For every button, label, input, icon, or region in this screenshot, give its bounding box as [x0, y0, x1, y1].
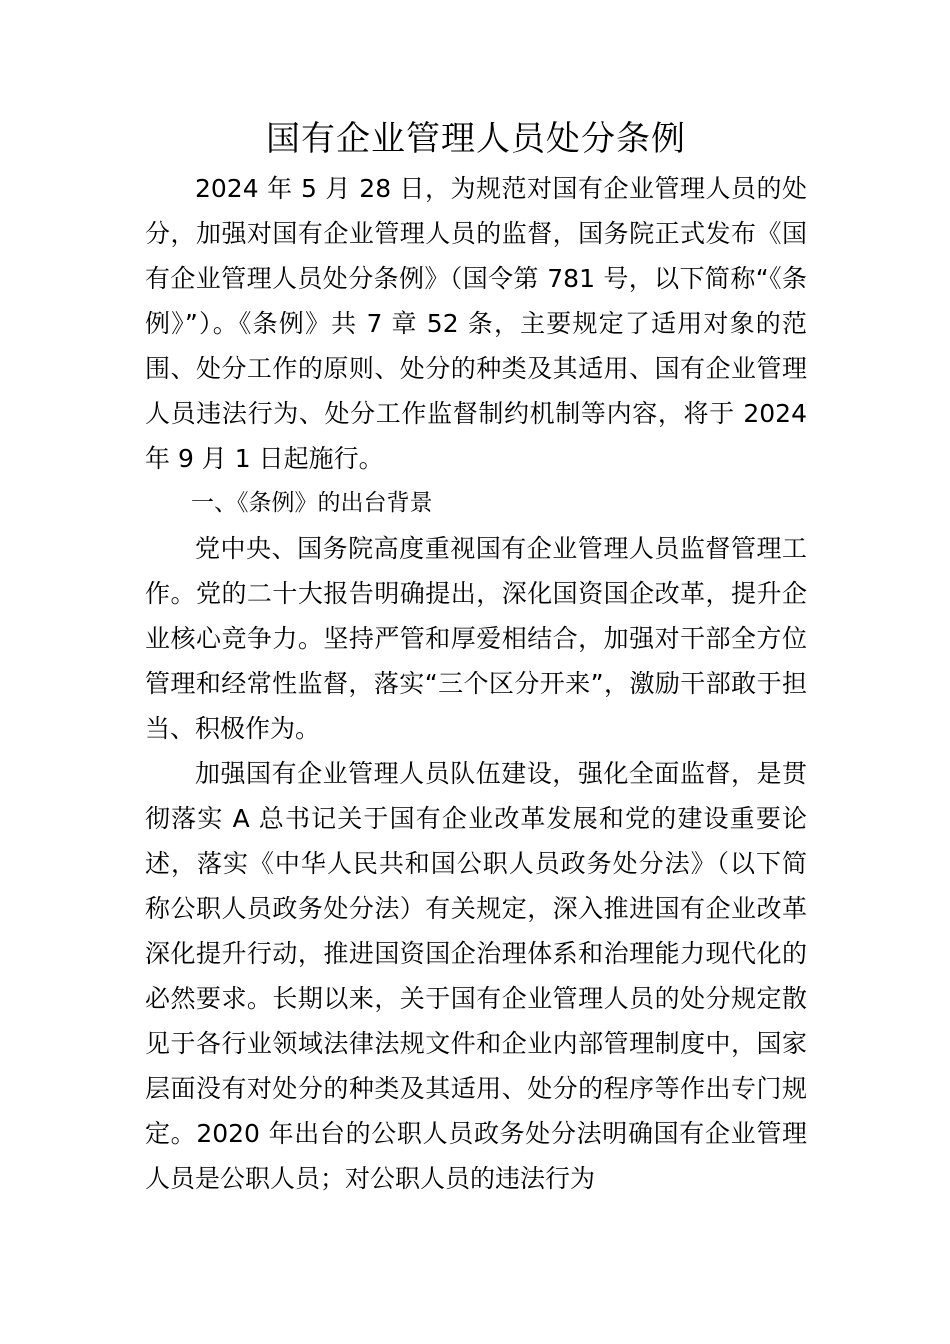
paragraph-intro: 2024 年 5 月 28 日，为规范对国有企业管理人员的处分，加强对国有企业管理人员的监督，国务院正式发布《国有企业管理人员处分条例》（国令第 781 号，以下简称“《条例》”）。《条例》共 7 章 52 条，主要规定了适用对象的范围、处分工作的原则、处分的种类及其适用、国有企业管理人员违法行为、处分工作监督制约机制等内容，将于 2024 年 9 月 1 日起施行。 [145, 174, 807, 473]
paragraph-background-1: 党中央、国务院高度重视国有企业管理人员监督管理工作。党的二十大报告明确提出，深化国资国企改革，提升企业核心竞争力。坚持严管和厚爱相结合，加强对干部全方位管理和经常性监督，落实“三个区分开来”，激励干部敢于担当、积极作为。 [145, 534, 807, 743]
section-heading-background: 一、《条例》的出台背景 [191, 490, 433, 516]
document-title: 国有企业管理人员处分条例 [266, 119, 686, 159]
paragraph-background-2: 加强国有企业管理人员队伍建设，强化全面监督，是贯彻落实 A 总书记关于国有企业改革发展和党的建设重要论述，落实《中华人民共和国公职人员政务处分法》（以下简称公职人员政务处分法）有关规定，深入推进国有企业改革深化提升行动，推进国资国企治理体系和治理能力现代化的必然要求。长期以来，关于国有企业管理人员的处分规定散见于各行业领域法律法规文件和企业内部管理制度中，国家层面没有对处分的种类及其适用、处分的程序等作出专门规定。2020 年出台的公职人员政务处分法明确国有企业管理人员是公职人员；对公职人员的违法行为 [145, 759, 807, 1193]
document-page [145, 112, 807, 1201]
